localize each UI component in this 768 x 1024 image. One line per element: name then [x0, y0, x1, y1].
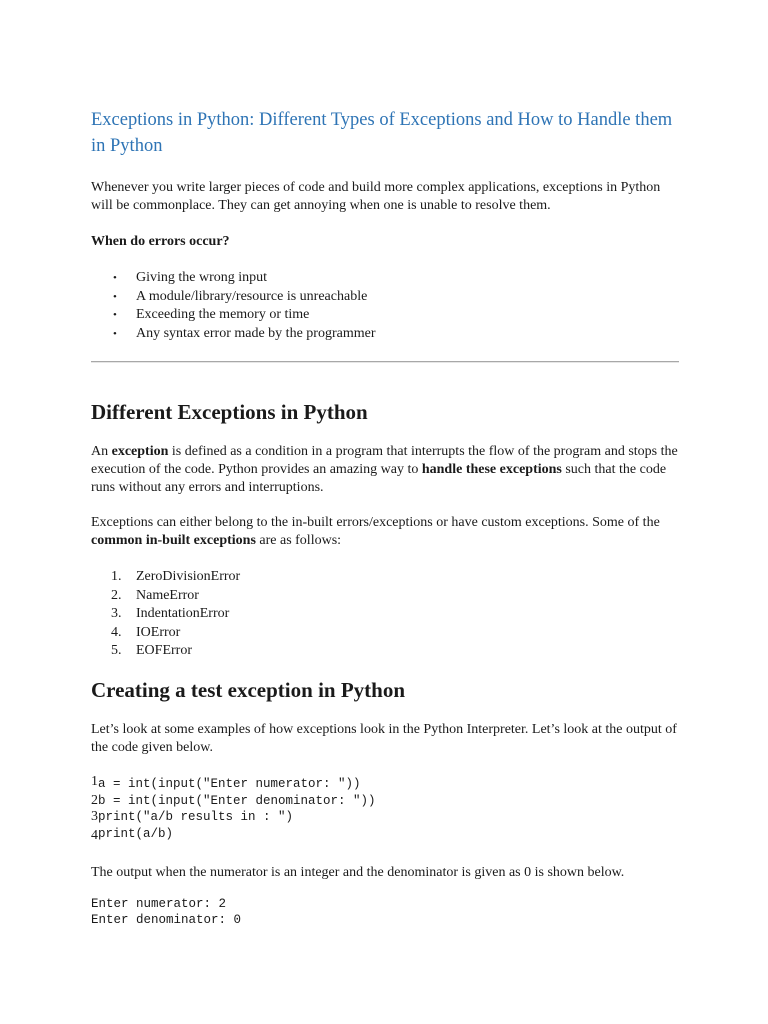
- builtin-exceptions-paragraph: Exceptions can either belong to the in-built errors/exceptions or have custom exceptions. Some of the common in-built exceptions are as follows:: [91, 515, 660, 548]
- code-line: 3print("a/b results in : "): [91, 809, 294, 824]
- list-item: 4. IOError: [111, 624, 181, 640]
- line-number: 1: [91, 774, 98, 789]
- bullet-icon: •: [113, 290, 117, 303]
- horizontal-divider: [91, 361, 679, 363]
- line-number: 2: [91, 792, 98, 808]
- line-number: 4: [91, 827, 98, 843]
- code-line: 4print(a/b): [91, 826, 174, 843]
- bullet-icon: •: [113, 309, 117, 322]
- list-item: • Any syntax error made by the programmer: [91, 325, 679, 344]
- line-number: 3: [91, 809, 98, 824]
- code-line: 1a = int(input("Enter numerator: ")): [91, 774, 361, 791]
- when-errors-heading: When do errors occur?: [91, 234, 230, 249]
- list-item: • Exceeding the memory or time: [91, 306, 679, 325]
- document-title: Exceptions in Python: Different Types of Exceptions and How to Handle them in Python: [91, 110, 673, 156]
- output-line: Enter numerator: 2: [91, 897, 227, 911]
- error-causes-list: [91, 269, 679, 343]
- bullet-icon: •: [113, 327, 117, 340]
- list-item: 2. NameError: [111, 587, 199, 603]
- intro-paragraph: Whenever you write larger pieces of code and build more complex applications, exceptions in Python will be commonplace. They can get annoying when one is unable to resolve them.: [91, 180, 661, 213]
- output-block: [91, 897, 679, 928]
- output-description-paragraph: The output when the numerator is an integer and the denominator is given as 0 is shown below.: [91, 865, 625, 880]
- code-line: 2b = int(input("Enter denominator: ")): [91, 792, 376, 808]
- section-heading-different-exceptions: Different Exceptions in Python: [91, 400, 368, 424]
- exception-definition-paragraph: An exception is defined as a condition in a program that interrupts the flow of the program and stops the execution of the code. Python provides an amazing way to handle these exceptions such that the code runs without any errors and interruptions.: [91, 444, 678, 495]
- output-line: Enter denominator: 0: [91, 912, 242, 927]
- examples-paragraph: Let’s look at some examples of how exceptions look in the Python Interpreter. Let’s look at the output of the code given below.: [91, 722, 677, 755]
- list-item: 3. IndentationError: [111, 606, 230, 622]
- list-item: 5. EOFError: [111, 643, 192, 659]
- list-item: • A module/library/resource is unreachable: [91, 288, 679, 307]
- builtin-exceptions-list: [91, 568, 679, 661]
- list-item: • Giving the wrong input: [91, 269, 679, 288]
- section-heading-test-exception: Creating a test exception in Python: [91, 678, 406, 702]
- list-item: 1. ZeroDivisionError: [111, 569, 241, 584]
- code-block: [91, 776, 679, 842]
- bullet-icon: •: [113, 272, 117, 284]
